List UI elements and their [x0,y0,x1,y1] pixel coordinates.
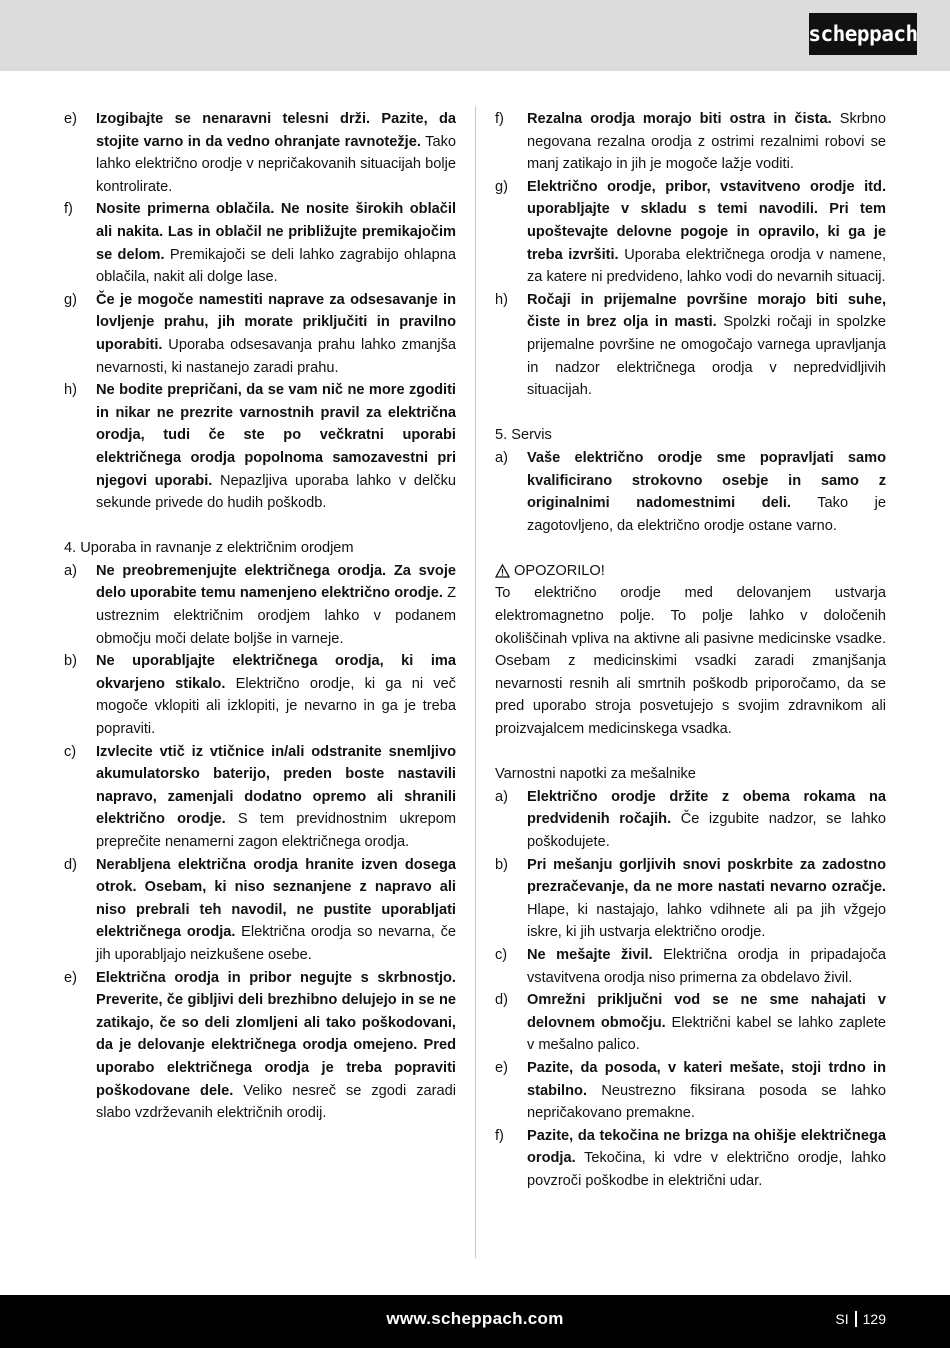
list-right-top [495,108,886,402]
item-text [96,560,456,650]
item-text [527,989,886,1057]
item-text [96,379,456,515]
item-label: a) [495,788,508,805]
item-label: b) [495,856,508,873]
item-normal-text: Električna orodja so nevarna, če jih uporabljajo neizkušene osebe. [96,924,456,963]
list-item [64,198,456,288]
item-bold-text: Ne uporabljajte električnega orodja, ki ima okvarjeno stikalo. [96,653,456,692]
item-label: b) [64,653,77,670]
item-normal-text: Z ustreznim električnim orodjem lahko v podanem območju moči delate boljše in varneje. [96,585,456,647]
section-5-heading: 5. Servis [495,427,552,444]
item-label: f) [495,1127,504,1144]
right-column [495,108,886,1193]
list-mixer [495,786,886,1193]
footer-url: www.scheppach.com [386,1309,564,1328]
item-label: f) [64,201,73,218]
item-bold-text: Nosite primerna oblačila. Ne nosite širokih oblačil ali nakita. Las in oblačil ne približujte premikajočim se delom. [96,201,456,263]
page-separator [855,1311,857,1327]
item-text [527,108,886,176]
item-text [96,967,456,1125]
list-item [64,289,456,379]
language-code: SI [835,1311,849,1327]
list-section-5 [495,447,886,537]
item-text [96,289,456,379]
item-label: d) [495,992,508,1009]
item-bold-text: Električna orodja in pribor negujte s skrbnostjo. Preverite, če gibljivi deli brezhibno delujejo in se ne zatikajo, če so deli zlomljeni ali tako poškodovani, da je delovanje električnega orodja omejeno. Pred uporabo električnega orodja je treba popraviti poškodovane dele. [96,969,456,1099]
item-normal-text: Neustrezno fiksirana posoda se lahko nepričakovano premakne. [527,1082,886,1122]
item-label: g) [64,291,77,308]
item-bold-text: Ne preobremenjujte električnega orodja. Za svoje delo uporabite temu namenjeno električno orodje. [96,562,456,602]
item-bold-text: Električno orodje, pribor, vstavitveno orodje itd. uporabljajte v skladu s temi navodili. Pri tem upoštevajte delovne pogoje in opravilo, ki ga je treba izvršiti. [527,178,886,263]
list-item [64,854,456,967]
item-bold-text: Če je mogoče namestiti naprave za odsesavanje in lovljenje prahu, jih morate priključiti in pravilno uporabiti. [96,291,456,353]
list-item [64,741,456,854]
item-bold-text: Pri mešanju gorljivih snovi poskrbite za zadostno prezračevanje, da ne more nastati nevarno ozračje. [527,856,886,896]
column-divider [475,106,476,1258]
mixer-safety-heading: Varnostni napotki za mešalnike [495,766,696,783]
item-text [527,944,886,989]
list-item [495,786,886,854]
item-normal-text: Spolzki ročaji in spolzke prijemalne površine ne omogočajo varnega upravljanja in nadzor električnega orodja v nepredvidljivih situacijah. [527,314,886,399]
item-bold-text: Vaše električno orodje sme popravljati samo kvalificirano strokovno osebje in samo z originalnimi nadomestnimi deli. [527,449,886,512]
item-normal-text: Skrbno negovana rezalna orodja z ostrimi rezalnimi robovi se manj zatikajo in jih je mogoče lažje voditi. [527,111,886,173]
item-normal-text: Hlape, ki nastajajo, lahko vdihnete ali pa jih vžgejo iskre, ki jih ustvarja električno orodje. [527,901,886,941]
item-normal-text: Če izgubite nadzor, se lahko poškodujete. [527,811,886,850]
item-label: d) [64,856,77,873]
item-label: a) [495,449,508,466]
item-normal-text: Električna orodja in pripadajoča vstavitvena orodja niso primerna za obdelavo živil. [527,946,886,986]
item-text [96,198,456,288]
warning-heading [495,560,886,583]
list-item [495,854,886,944]
item-text [96,108,456,198]
item-normal-text: Tekočina, ki vdre v električno orodje, lahko povzroči poškodbe in električni udar. [527,1150,886,1189]
item-normal-text: Električni kabel se lahko zaplete v mešalno palico. [527,1014,886,1054]
item-text [527,1057,886,1125]
item-bold-text: Rezalna orodja morajo biti ostra in čista. [527,111,832,127]
item-text [96,854,456,967]
list-item [495,1125,886,1193]
item-text [527,1125,886,1193]
footer-bar [0,1295,950,1348]
list-item [64,650,456,740]
list-item [495,289,886,402]
list-item [64,560,456,650]
item-text [527,447,886,537]
left-column [64,108,456,1125]
item-label: e) [495,1059,508,1076]
item-bold-text: Izvlecite vtič iz vtičnice in/ali odstranite snemljivo akumulatorsko baterijo, preden boste nastavili napravo, zamenjali dodatno opremo ali shranili električno orodje. [96,743,456,828]
item-normal-text: Električno orodje, ki ga ni več mogoče vklopiti ali izklopiti, je nevarno in ga je treba popraviti. [96,675,456,738]
item-bold-text: Ne bodite prepričani, da se vam nič ne more zgoditi in nikar ne prezrite varnostnih pravil za električna orodja, tudi če ste po večkratni uporabi električnega orodja popolnoma samozavestni pri njegovi uporabi. [96,382,456,489]
list-item [495,989,886,1057]
item-text [96,650,456,740]
item-label: g) [495,178,508,195]
item-label: e) [64,111,77,127]
item-normal-text: Veliko nesreč se zgodi zaradi slabo vzdrževanih električnih orodij. [96,1082,456,1122]
item-label: h) [64,382,77,399]
item-normal-text: Uporaba odsesavanja prahu lahko zmanjša nevarnosti, ki nastanejo zaradi prahu. [96,336,456,376]
list-item [64,967,456,1125]
list-left-top [64,108,456,515]
item-text [527,176,886,289]
list-item [495,176,886,289]
item-normal-text: S tem previdnostnim ukrepom preprečite nenamerni zagon električnega orodja. [96,811,456,850]
page-indicator [835,1311,886,1327]
warning-title: OPOZORILO! [514,562,605,579]
item-text [527,854,886,944]
item-label: a) [64,562,77,579]
item-label: c) [64,743,77,760]
item-bold-text: Izogibajte se nenaravni telesni drži. Pazite, da stojite varno in da vedno ohranjate ravnotežje. [96,111,456,150]
list-item [64,379,456,515]
item-bold-text: Omrežni priključni vod se ne sme nahajati v delovnem območju. [527,992,886,1031]
list-section-4 [64,560,456,1125]
warning-text: To električno orodje med delovanjem ustvarja elektromagnetno polje. To polje lahko v določenih okoliščinah vpliva na aktivne ali pasivne medicinske vsadke. Osebam z medicinskimi vsadki zaradi zmanjšanja nevarnosti resnih ali smrtnih poškodb priporočamo, da se pred uporabo stroja posvetujejo s svojim zdravnikom ali proizvajalcem medicinskega vsadka. [495,585,886,738]
item-normal-text: Premikajoči se deli lahko zagrabijo ohlapna oblačila, nakit ali dolge lase. [96,246,456,286]
list-item [495,447,886,537]
warning-triangle-icon [495,564,510,578]
item-normal-text: Uporaba električnega orodja v namene, za katere ni predvideno, lahko vodi do nevarnih situacij. [527,246,886,286]
item-bold-text: Pazite, da tekočina ne brizga na ohišje električnega orodja. [527,1127,886,1167]
item-normal-text: Tako je zagotovljeno, da električno orodje ostane varno. [527,495,886,534]
header-bar [0,0,950,71]
item-text [96,741,456,854]
list-item [495,1057,886,1125]
list-item [495,108,886,176]
item-label: h) [495,291,508,308]
item-bold-text: Nerabljena električna orodja hranite izven dosega otrok. Osebam, ki niso seznanjene z napravo ali niso prebrali teh navodil, ne pustite uporabljati električnega orodja. [96,856,456,941]
section-4-heading: 4. Uporaba in ravnanje z električnim orodjem [64,540,354,557]
item-label: e) [64,969,77,986]
item-bold-text: Ročaji in prijemalne površine morajo biti suhe, čiste in brez olja in masti. [527,291,886,331]
item-normal-text: Nepazljiva uporaba lahko v delčku sekunde privede do hudih poškodb. [96,472,457,512]
item-bold-text: Pazite, da posoda, v kateri mešate, stoji trdno in stabilno. [527,1059,886,1099]
page-number: 129 [862,1311,886,1327]
item-bold-text: Ne mešajte živil. [527,946,653,963]
item-text [527,786,886,854]
item-label: c) [495,946,508,963]
list-item [64,108,456,198]
list-item [495,944,886,989]
item-normal-text: Tako lahko električno orodje v nepričakovanih situacijah bolje kontrolirate. [96,133,456,195]
item-label: f) [495,111,504,127]
item-text [527,289,886,402]
item-bold-text: Električno orodje držite z obema rokama na predvidenih ročajih. [527,788,886,828]
brand-logo: scheppach [809,13,917,55]
